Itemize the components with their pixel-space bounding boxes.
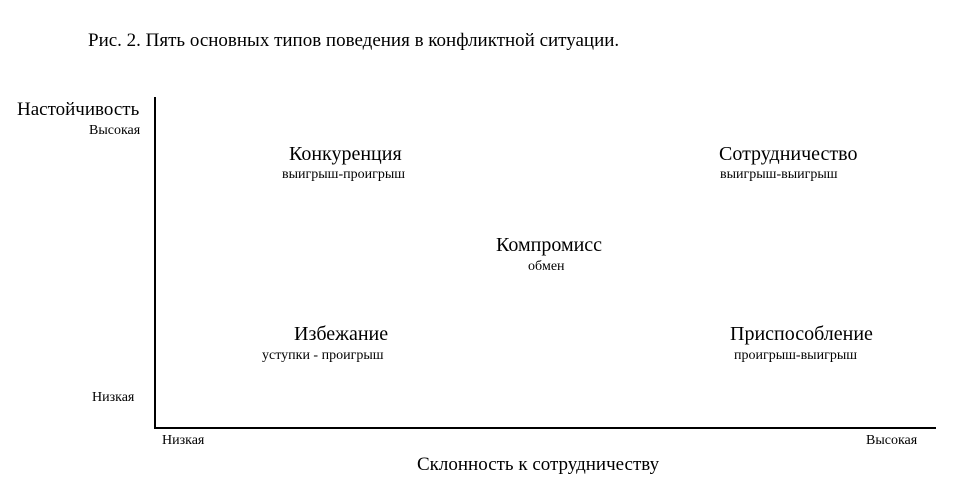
y-axis-high-label: Высокая	[89, 123, 141, 138]
strategy-accommodation-outcome: проигрыш-выигрыш	[734, 348, 858, 363]
x-axis-low-label: Низкая	[162, 433, 205, 448]
y-axis-low-label: Низкая	[92, 390, 135, 405]
strategy-compromise-outcome: обмен	[528, 259, 565, 274]
figure-caption: Рис. 2. Пять основных типов поведения в конфликтной ситуации.	[88, 30, 620, 51]
y-axis-title: Настойчивость	[17, 99, 140, 120]
y-axis-line	[154, 97, 156, 429]
strategy-competition-outcome: выигрыш-проигрыш	[282, 167, 406, 182]
x-axis-title: Склонность к сотрудничеству	[417, 454, 660, 475]
strategy-avoidance-name: Избежание	[294, 323, 389, 345]
strategy-avoidance-outcome: уступки - проигрыш	[262, 348, 384, 363]
strategy-compromise-name: Компромисс	[496, 234, 603, 256]
strategy-accommodation-name: Приспособление	[730, 323, 873, 345]
x-axis-line	[154, 427, 936, 429]
x-axis-high-label: Высокая	[866, 433, 918, 448]
strategy-competition-name: Конкуренция	[289, 143, 402, 165]
strategy-collaboration-outcome: выигрыш-выигрыш	[720, 167, 838, 182]
strategy-collaboration-name: Сотрудничество	[719, 143, 858, 165]
